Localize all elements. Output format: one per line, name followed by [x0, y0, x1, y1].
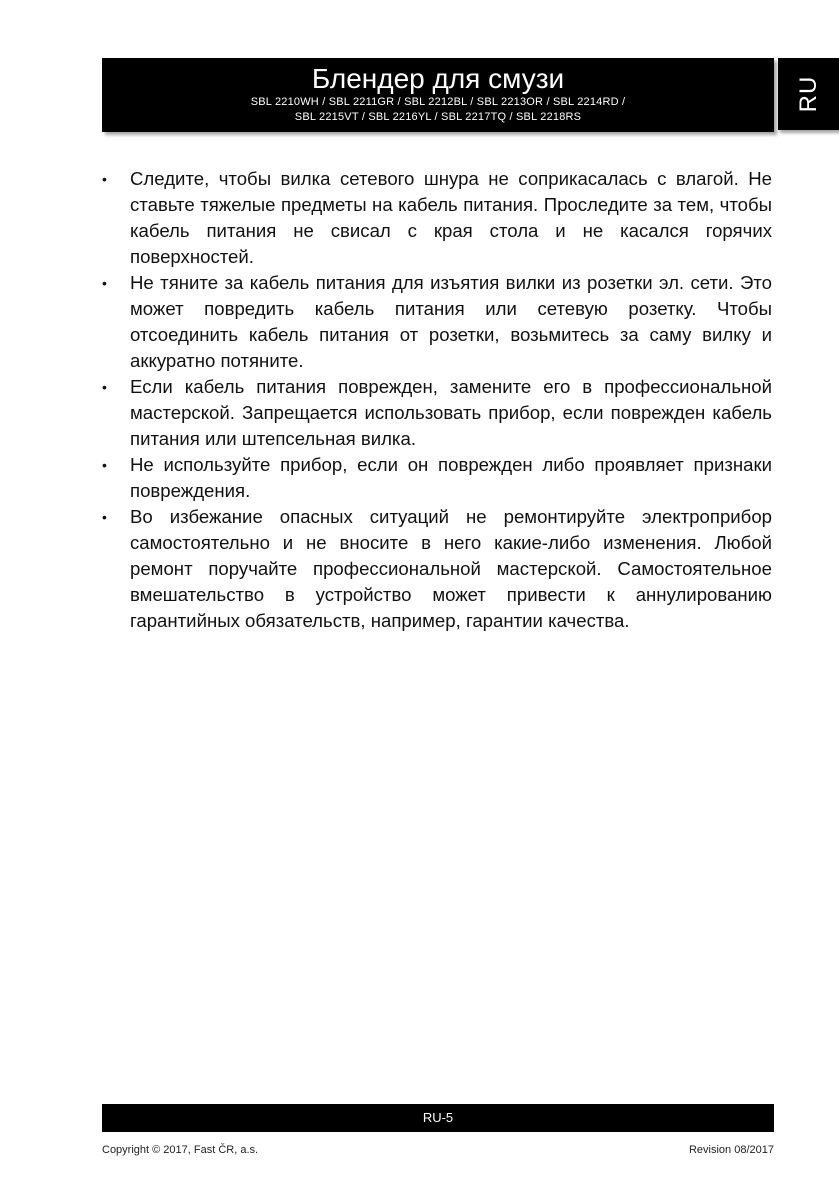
bullet-icon: • — [102, 509, 107, 525]
safety-instructions — [102, 166, 772, 634]
list-item-text: Во избежание опасных ситуаций не ремонтируйте электроприбор самостоятельно и не вносите в него какие-либо изменения. Любой ремонт поручайте профессиональной мастерской. Самостоятельное вмешательство в устройство может привести к аннулированию гарантийных обязательств, например, гарантии качества. — [130, 506, 772, 631]
language-tab — [778, 58, 839, 130]
bullet-icon: • — [102, 171, 107, 187]
bullet-icon: • — [102, 379, 107, 395]
model-list-line-2: SBL 2215VT / SBL 2216YL / SBL 2217TQ / SBL 2218RS — [294, 111, 582, 123]
list-item-text: Не используйте прибор, если он поврежден либо проявляет признаки повреждения. — [130, 454, 772, 501]
list-item — [102, 374, 772, 452]
language-label: RU — [794, 75, 822, 113]
list-item-text: Если кабель питания поврежден, замените его в профессиональной мастерской. Запрещается использовать прибор, если поврежден кабель питания или штепсельная вилка. — [130, 376, 772, 449]
bullet-list — [102, 166, 772, 634]
copyright-notice: Copyright © 2017, Fast ČR, a.s. — [102, 1144, 259, 1156]
list-item — [102, 166, 772, 270]
page-header — [102, 58, 774, 132]
model-list-line-1: SBL 2210WH / SBL 2211GR / SBL 2212BL / SBL 2213OR / SBL 2214RD / — [250, 96, 626, 108]
page-title: Блендер для смузи — [311, 63, 565, 94]
revision-label: Revision 08/2017 — [688, 1144, 774, 1156]
page-number: RU-5 — [422, 1110, 454, 1125]
page-number-bar — [102, 1104, 774, 1132]
bullet-icon: • — [102, 457, 107, 473]
list-item — [102, 452, 772, 504]
list-item-text: Не тяните за кабель питания для изъятия вилки из розетки эл. сети. Это может повредить кабель питания или сетевую розетку. Чтобы отсоединить кабель питания от розетки, возьмитесь за саму вилку и аккуратно потяните. — [130, 272, 772, 371]
list-item — [102, 504, 772, 634]
list-item-text: Следите, чтобы вилка сетевого шнура не соприкасалась с влагой. Не ставьте тяжелые предметы на кабель питания. Проследите за тем, чтобы кабель питания не свисал с края стола и не касался горячих поверхностей. — [130, 168, 772, 267]
list-item — [102, 270, 772, 374]
bullet-icon: • — [102, 275, 107, 291]
